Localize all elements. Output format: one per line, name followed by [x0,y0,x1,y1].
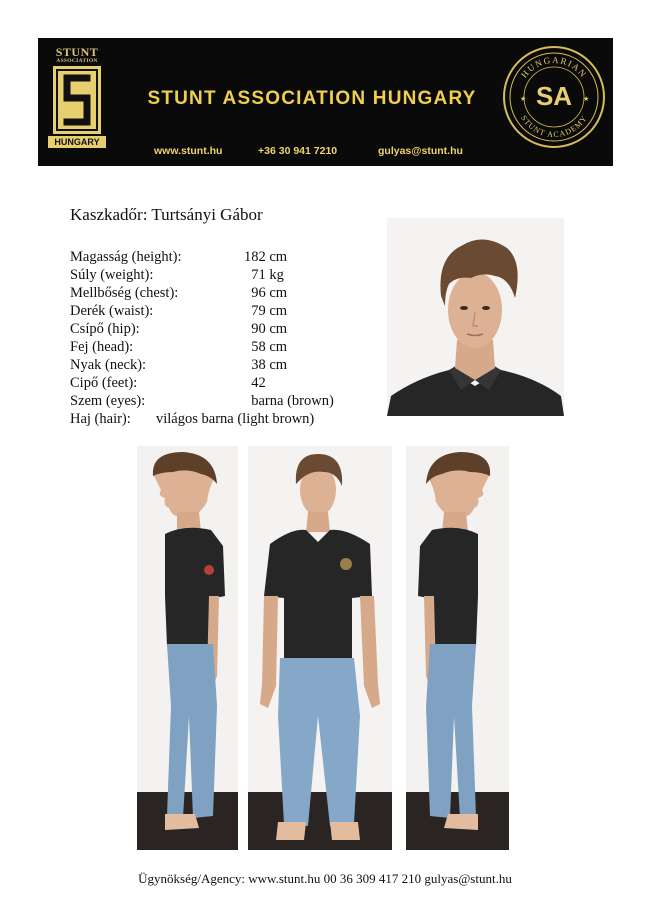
banner-email-link[interactable]: gulyas@stunt.hu [378,145,463,157]
seal-top-text: HUNGARIAN [518,54,590,80]
measurement-label: Mellbőség (chest): [70,285,179,301]
stunt-association-logo [48,46,106,158]
measurement-row [70,284,370,302]
measurement-label: Magasság (height): [70,249,182,265]
measurement-label: Derék (waist): [70,303,154,319]
seal-bottom-text: STUNT ACADEMY [519,113,589,140]
logo-left-small-text: ASSOCIATION [56,58,98,64]
measurement-row [70,248,370,266]
measurement-row [70,320,370,338]
seal-emblem-text: SA [535,81,573,111]
front-photo [248,446,392,850]
measurement-label: Cipő (feet): [70,375,138,391]
svg-text:★: ★ [520,95,527,103]
profile-left-photo [137,446,238,850]
measurement-value: 42 [244,375,266,391]
measurement-value: 79 cm [244,303,288,319]
measurement-value: 182 cm [244,249,288,265]
measurement-row [70,392,370,410]
measurement-label: Csípő (hip): [70,321,140,337]
logo-left-top-text: STUNT [55,45,99,59]
agency-footer: Ügynökség/Agency: www.stunt.hu 00 36 309 417 210 gulyas@stunt.hu [138,871,512,886]
banner-title: STUNT ASSOCIATION HUNGARY [147,88,477,109]
measurement-value: barna (brown) [244,393,334,409]
measurements-list [70,248,370,428]
measurement-row [70,266,370,284]
measurement-row [70,356,370,374]
measurement-value: világos barna (light brown) [156,411,315,427]
measurement-value: 90 cm [244,321,288,337]
profile-right-photo [406,446,509,850]
measurement-row [70,410,370,428]
talent-name: Kaszkadőr: Turtsányi Gábor [70,205,263,224]
banner-phone: +36 30 941 7210 [258,145,338,157]
banner-website-link[interactable]: www.stunt.hu [154,145,223,157]
measurement-value: 71 kg [244,267,284,283]
measurement-row [70,374,370,392]
measurement-value: 58 cm [244,339,288,355]
measurement-row [70,338,370,356]
measurement-label: Súly (weight): [70,267,154,283]
hungarian-stunt-academy-seal [502,45,606,149]
headshot-photo [387,218,564,416]
measurement-label: Haj (hair): [70,411,131,427]
logo-left-bottom-text: HUNGARY [48,136,106,148]
logo-left-s-emblem-icon [53,66,101,134]
header-banner [38,38,613,166]
measurement-value: 38 cm [244,357,288,373]
measurement-row [70,302,370,320]
measurement-label: Szem (eyes): [70,393,146,409]
measurement-label: Fej (head): [70,339,134,355]
measurement-value: 96 cm [244,285,288,301]
svg-text:★: ★ [583,95,590,103]
measurement-label: Nyak (neck): [70,357,147,373]
